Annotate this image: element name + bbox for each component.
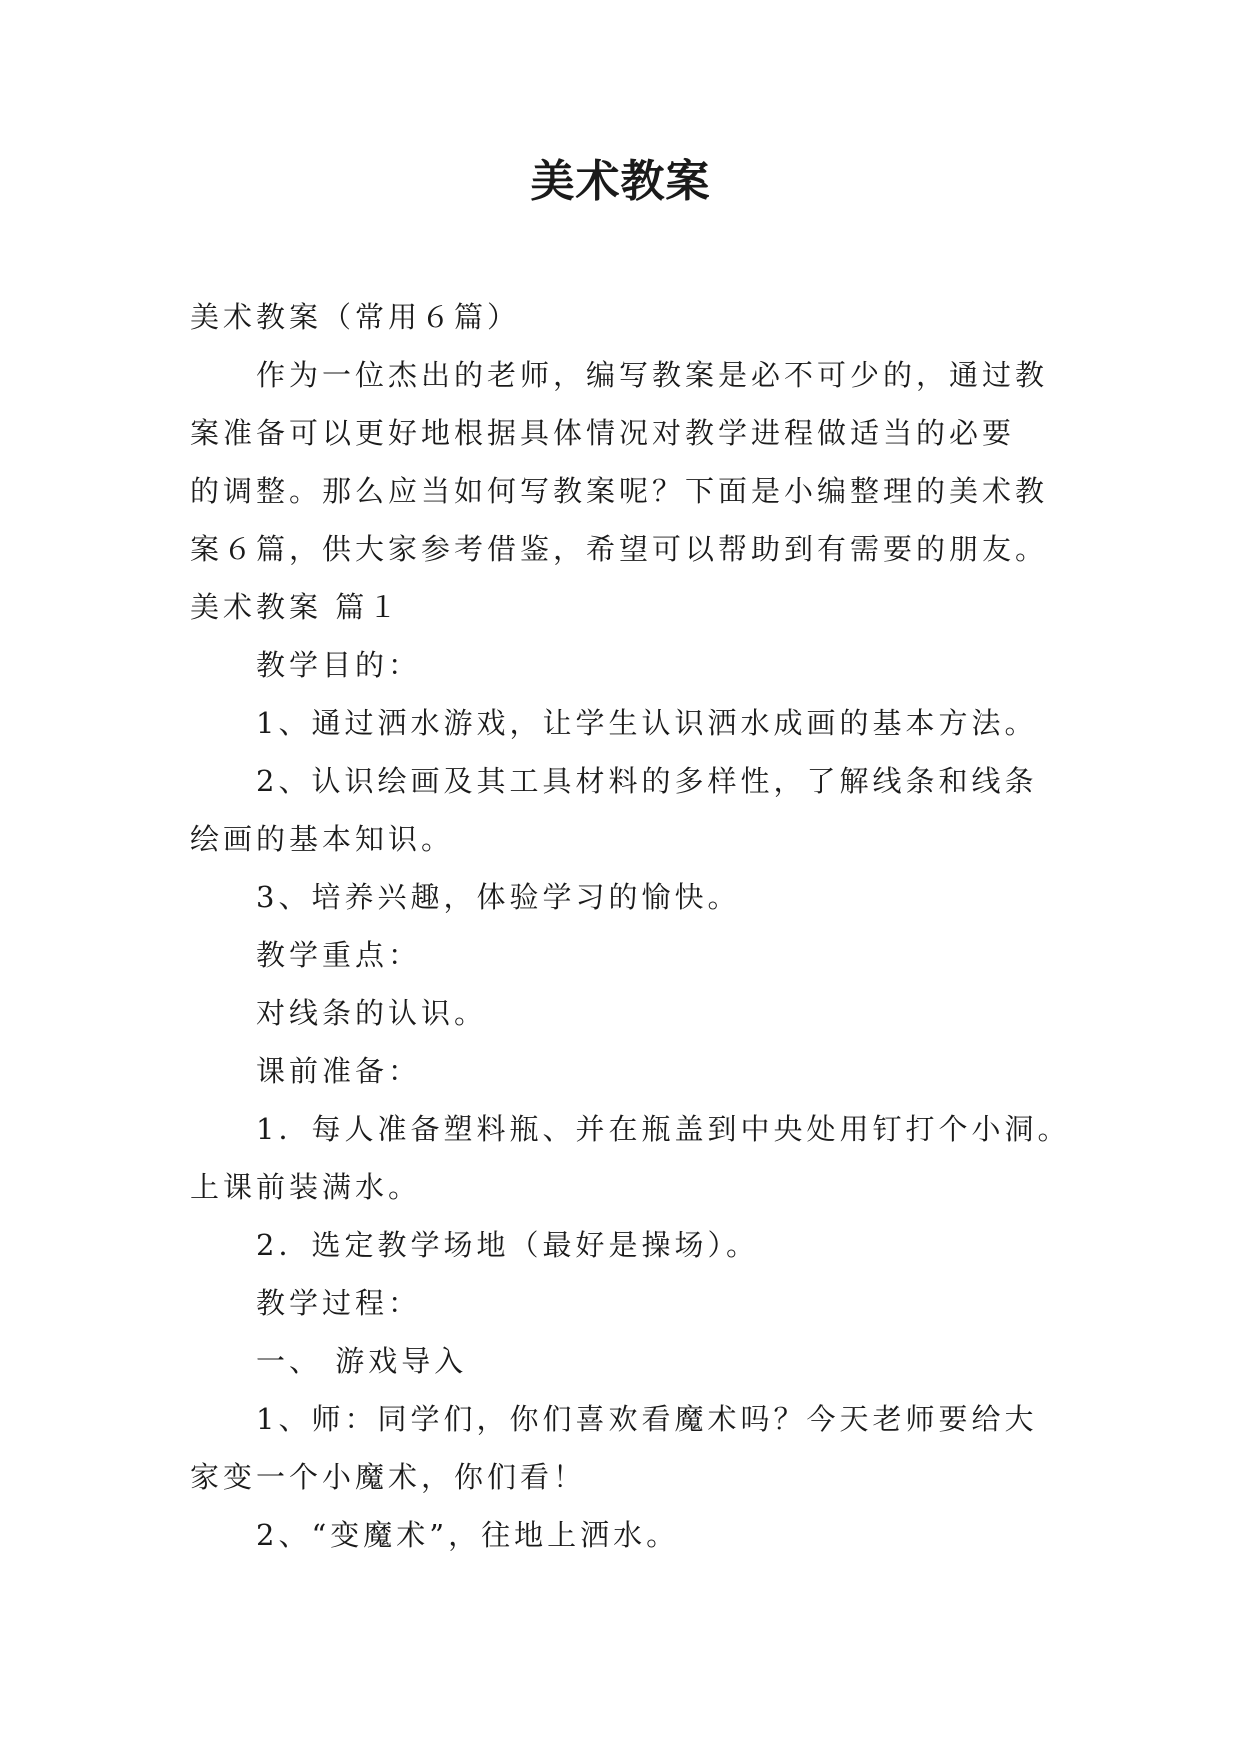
process-heading: 教学过程： <box>256 1286 422 1320</box>
preparation-item: 2．选定教学场地（最好是操场）。 <box>256 1228 759 1262</box>
document-subtitle: 美术教案（常用６篇） <box>190 300 521 334</box>
preparation-item: 1．每人准备塑料瓶、并在瓶盖到中央处用钉打个小洞。 <box>256 1112 1071 1146</box>
objective-item: 2、认识绘画及其工具材料的多样性，了解线条和线条 <box>256 764 1038 798</box>
preparation-item-continued: 上课前装满水。 <box>190 1170 422 1204</box>
document-body <box>190 288 1071 1564</box>
process-step: 1、师：同学们，你们喜欢看魔术吗？今天老师要给大 <box>256 1402 1038 1436</box>
key-point-heading: 教学重点： <box>256 938 422 972</box>
objectives-heading: 教学目的： <box>256 648 422 682</box>
process-step: 2、“变魔术”，往地上洒水。 <box>256 1518 680 1552</box>
key-point-text: 对线条的认识。 <box>256 996 488 1030</box>
objective-item: 1、通过洒水游戏，让学生认识洒水成画的基本方法。 <box>256 706 1038 740</box>
objective-item-continued: 绘画的基本知识。 <box>190 822 455 856</box>
intro-line: 作为一位杰出的老师，编写教案是必不可少的，通过教 <box>256 358 1049 392</box>
objective-item: 3、培养兴趣，体验学习的愉快。 <box>256 880 741 914</box>
intro-line: 案准备可以更好地根据具体情况对教学进程做适当的必要 <box>190 416 1016 450</box>
section-heading: 美术教案 篇１ <box>190 590 402 624</box>
intro-line: 的调整。那么应当如何写教案呢？下面是小编整理的美术教 <box>190 474 1049 508</box>
document-title: 美术教案 <box>530 156 711 207</box>
intro-line: 案６篇，供大家参考借鉴，希望可以帮助到有需要的朋友。 <box>190 532 1049 566</box>
process-section: 一、 游戏导入 <box>256 1344 468 1378</box>
process-step-continued: 家变一个小魔术，你们看！ <box>190 1460 587 1494</box>
preparation-heading: 课前准备： <box>256 1054 422 1088</box>
